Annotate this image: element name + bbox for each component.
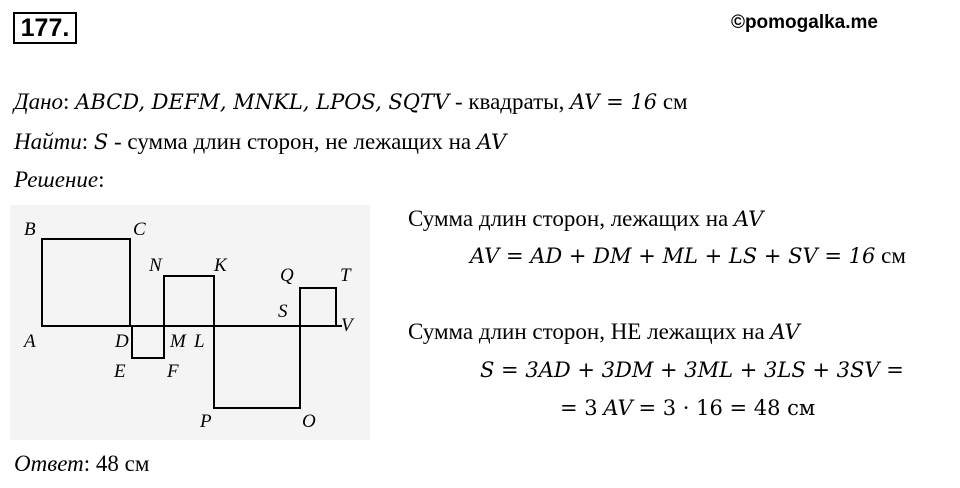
equation-2-expr: S = 3AD + 3DM + 3ML + 3LS + 3SV = <box>480 358 904 382</box>
label-b: B <box>24 219 36 240</box>
label-d: D <box>115 331 129 352</box>
label-t: T <box>340 265 351 286</box>
answer-value: 48 см <box>95 451 150 476</box>
find-var: S <box>93 130 109 154</box>
site-watermark: ©pomogalka.me <box>730 12 878 33</box>
given-unit: см <box>662 89 688 114</box>
label-s: S <box>278 301 288 322</box>
solution-label: Решение <box>14 167 99 192</box>
sum-not-on-av-seg: AV <box>770 320 800 344</box>
equation-1 <box>470 242 906 270</box>
given-line: Дано: ABCD, DEFM, MNKL, LPOS, SQTV - квадраты, AV = 16 см <box>14 89 688 114</box>
squares-figure <box>10 205 370 440</box>
sum-not-on-av-line <box>408 318 800 346</box>
answer-label: Ответ <box>14 451 84 476</box>
label-l: L <box>194 331 205 352</box>
label-f: F <box>167 361 179 382</box>
given-squares: ABCD, DEFM, MNKL, LPOS, SQTV <box>75 90 450 114</box>
find-text: - сумма длин сторон, не лежащих на <box>114 129 472 154</box>
label-o: O <box>302 411 316 432</box>
equation-3-b: AV <box>603 396 633 420</box>
label-n: N <box>149 255 162 276</box>
answer-line: Ответ: 48 см <box>14 451 150 476</box>
equation-1-unit: см <box>881 243 906 268</box>
given-squares-word: - квадраты, <box>454 89 565 114</box>
sum-on-av-seg: AV <box>734 207 764 231</box>
label-a: A <box>24 331 36 352</box>
label-k: K <box>214 255 227 276</box>
find-line: Найти: S - сумма длин сторон, не лежащих на AV <box>14 129 507 154</box>
equation-3-c: = 3 · 16 = 48 см <box>638 396 816 420</box>
label-v: V <box>341 315 353 336</box>
find-label: Найти <box>14 129 82 154</box>
sum-on-av-line <box>408 205 763 233</box>
equation-3-a: = 3 <box>560 396 598 420</box>
given-av: AV = 16 <box>570 90 658 114</box>
label-m: M <box>170 331 186 352</box>
solution-line: Решение: <box>14 167 105 192</box>
label-e: E <box>114 361 126 382</box>
label-c: C <box>133 219 146 240</box>
equation-3 <box>560 394 815 422</box>
equation-1-expr: AV = AD + DM + ML + LS + SV = 16 <box>470 244 876 268</box>
problem-number: 177. <box>13 12 77 44</box>
sum-on-av-text: Сумма длин сторон, лежащих на <box>408 206 729 231</box>
label-p: P <box>200 411 212 432</box>
equation-2 <box>480 356 904 384</box>
find-seg: AV <box>476 130 507 154</box>
label-q: Q <box>280 265 294 286</box>
sum-not-on-av-text: Сумма длин сторон, НЕ лежащих на <box>408 319 765 344</box>
given-label: Дано <box>14 89 64 114</box>
